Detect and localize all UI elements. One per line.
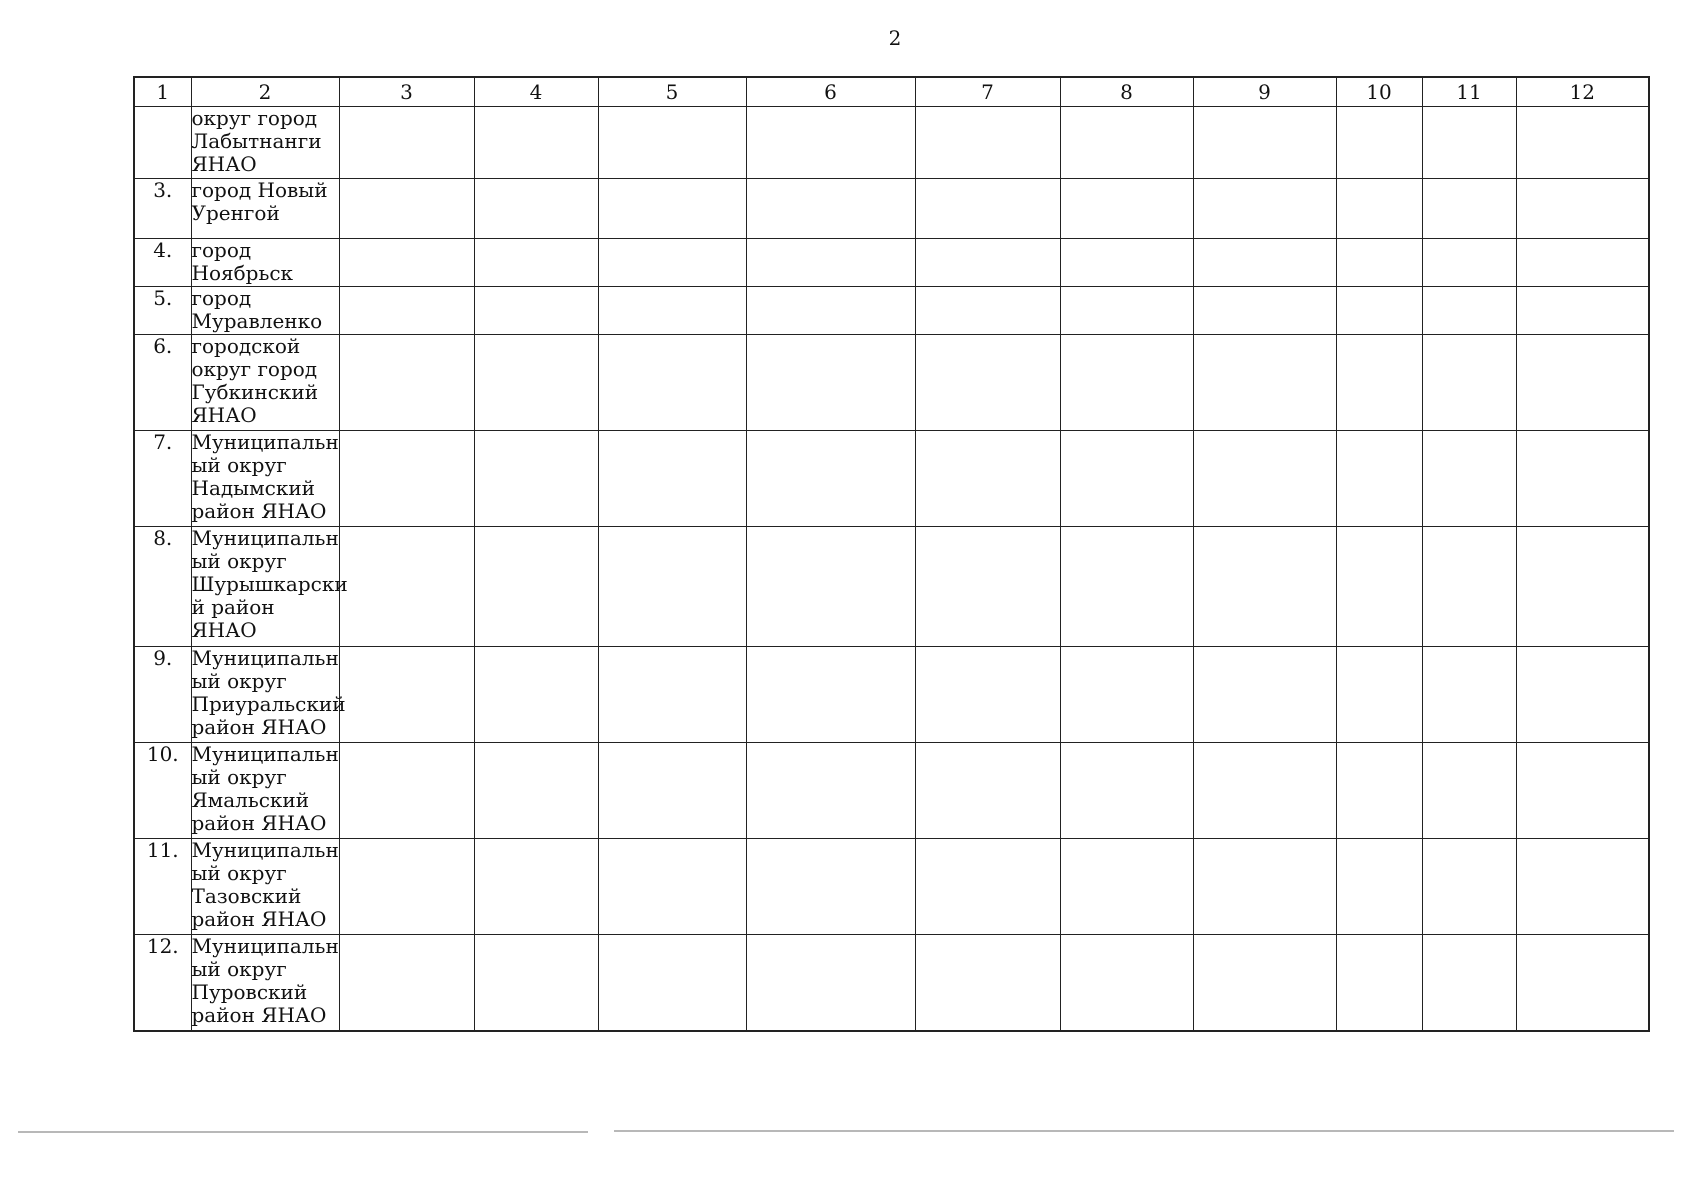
empty-cell bbox=[746, 107, 915, 179]
table-row bbox=[134, 527, 1649, 647]
municipality-name-cell: Муниципальн ый округ Тазовский район ЯНАО bbox=[191, 839, 339, 935]
row-number-cell: 4. bbox=[134, 239, 191, 287]
data-table bbox=[133, 76, 1650, 1032]
empty-cell bbox=[915, 287, 1060, 335]
column-header: 8 bbox=[1060, 77, 1193, 107]
table-body bbox=[134, 107, 1649, 1031]
empty-cell bbox=[474, 107, 598, 179]
empty-cell bbox=[1193, 287, 1336, 335]
empty-cell bbox=[598, 179, 746, 239]
empty-cell bbox=[1516, 647, 1649, 743]
row-number-cell: 10. bbox=[134, 743, 191, 839]
empty-cell bbox=[1193, 527, 1336, 647]
empty-cell bbox=[1336, 527, 1422, 647]
empty-cell bbox=[915, 335, 1060, 431]
empty-cell bbox=[1336, 839, 1422, 935]
empty-cell bbox=[746, 935, 915, 1031]
table-row bbox=[134, 743, 1649, 839]
empty-cell bbox=[1060, 743, 1193, 839]
municipality-name-cell: город Муравленко bbox=[191, 287, 339, 335]
empty-cell bbox=[1516, 179, 1649, 239]
column-header: 4 bbox=[474, 77, 598, 107]
empty-cell bbox=[1516, 239, 1649, 287]
table-row bbox=[134, 287, 1649, 335]
empty-cell bbox=[1516, 107, 1649, 179]
empty-cell bbox=[474, 527, 598, 647]
empty-cell bbox=[746, 239, 915, 287]
empty-cell bbox=[339, 839, 474, 935]
row-number-cell: 9. bbox=[134, 647, 191, 743]
empty-cell bbox=[1422, 287, 1516, 335]
empty-cell bbox=[1422, 107, 1516, 179]
empty-cell bbox=[339, 935, 474, 1031]
empty-cell bbox=[474, 287, 598, 335]
empty-cell bbox=[474, 647, 598, 743]
column-header: 9 bbox=[1193, 77, 1336, 107]
row-number-cell: 3. bbox=[134, 179, 191, 239]
empty-cell bbox=[746, 839, 915, 935]
empty-cell bbox=[1060, 935, 1193, 1031]
empty-cell bbox=[1193, 239, 1336, 287]
empty-cell bbox=[1336, 179, 1422, 239]
empty-cell bbox=[1336, 107, 1422, 179]
empty-cell bbox=[1060, 527, 1193, 647]
table-row bbox=[134, 335, 1649, 431]
row-number-cell: 5. bbox=[134, 287, 191, 335]
empty-cell bbox=[1336, 935, 1422, 1031]
empty-cell bbox=[474, 239, 598, 287]
empty-cell bbox=[1193, 179, 1336, 239]
municipality-name-cell: Муниципальн ый округ Пуровский район ЯНАО bbox=[191, 935, 339, 1031]
empty-cell bbox=[598, 743, 746, 839]
empty-cell bbox=[915, 431, 1060, 527]
empty-cell bbox=[915, 179, 1060, 239]
empty-cell bbox=[1336, 431, 1422, 527]
empty-cell bbox=[915, 743, 1060, 839]
column-header: 3 bbox=[339, 77, 474, 107]
table-row bbox=[134, 839, 1649, 935]
empty-cell bbox=[1422, 179, 1516, 239]
empty-cell bbox=[1422, 335, 1516, 431]
empty-cell bbox=[746, 743, 915, 839]
row-number-cell: 11. bbox=[134, 839, 191, 935]
empty-cell bbox=[746, 431, 915, 527]
row-number-cell: 6. bbox=[134, 335, 191, 431]
empty-cell bbox=[1516, 431, 1649, 527]
empty-cell bbox=[1516, 839, 1649, 935]
empty-cell bbox=[474, 179, 598, 239]
empty-cell bbox=[339, 527, 474, 647]
empty-cell bbox=[1060, 839, 1193, 935]
empty-cell bbox=[339, 647, 474, 743]
table-row bbox=[134, 107, 1649, 179]
municipality-name-cell: Муниципальн ый округ Надымский район ЯНАО bbox=[191, 431, 339, 527]
empty-cell bbox=[1193, 431, 1336, 527]
empty-cell bbox=[1336, 743, 1422, 839]
row-number-cell: 8. bbox=[134, 527, 191, 647]
empty-cell bbox=[598, 335, 746, 431]
empty-cell bbox=[474, 839, 598, 935]
scan-artifact-line bbox=[18, 1131, 588, 1133]
row-number-cell: 7. bbox=[134, 431, 191, 527]
column-header: 10 bbox=[1336, 77, 1422, 107]
empty-cell bbox=[598, 431, 746, 527]
empty-cell bbox=[746, 335, 915, 431]
column-header: 12 bbox=[1516, 77, 1649, 107]
empty-cell bbox=[474, 935, 598, 1031]
municipality-name-cell: городской округ город Губкинский ЯНАО bbox=[191, 335, 339, 431]
empty-cell bbox=[1422, 839, 1516, 935]
table-row bbox=[134, 431, 1649, 527]
empty-cell bbox=[339, 335, 474, 431]
empty-cell bbox=[1193, 335, 1336, 431]
empty-cell bbox=[746, 179, 915, 239]
municipality-name-cell: Муниципальн ый округ Шурышкарски й район ЯНАО bbox=[191, 527, 339, 647]
empty-cell bbox=[598, 527, 746, 647]
empty-cell bbox=[915, 839, 1060, 935]
empty-cell bbox=[746, 647, 915, 743]
empty-cell bbox=[598, 935, 746, 1031]
municipality-name-cell: округ город Лабытнанги ЯНАО bbox=[191, 107, 339, 179]
empty-cell bbox=[1516, 287, 1649, 335]
empty-cell bbox=[1336, 335, 1422, 431]
column-header: 6 bbox=[746, 77, 915, 107]
empty-cell bbox=[1336, 287, 1422, 335]
empty-cell bbox=[1060, 647, 1193, 743]
column-header: 11 bbox=[1422, 77, 1516, 107]
column-header: 1 bbox=[134, 77, 191, 107]
empty-cell bbox=[746, 287, 915, 335]
municipality-name-cell: Муниципальн ый округ Ямальский район ЯНАО bbox=[191, 743, 339, 839]
column-header: 5 bbox=[598, 77, 746, 107]
header-row bbox=[134, 77, 1649, 107]
empty-cell bbox=[1516, 335, 1649, 431]
scan-artifact-line bbox=[614, 1130, 1674, 1132]
empty-cell bbox=[1193, 743, 1336, 839]
empty-cell bbox=[746, 527, 915, 647]
empty-cell bbox=[1060, 239, 1193, 287]
empty-cell bbox=[474, 335, 598, 431]
empty-cell bbox=[1060, 335, 1193, 431]
empty-cell bbox=[1060, 179, 1193, 239]
empty-cell bbox=[598, 287, 746, 335]
row-number-cell bbox=[134, 107, 191, 179]
empty-cell bbox=[1422, 647, 1516, 743]
municipality-name-cell: город Новый Уренгой bbox=[191, 179, 339, 239]
table-row bbox=[134, 935, 1649, 1031]
empty-cell bbox=[1193, 839, 1336, 935]
empty-cell bbox=[1422, 743, 1516, 839]
municipality-name-cell: Муниципальн ый округ Приуральский район ЯНАО bbox=[191, 647, 339, 743]
table-row bbox=[134, 239, 1649, 287]
table-row bbox=[134, 647, 1649, 743]
empty-cell bbox=[1060, 431, 1193, 527]
empty-cell bbox=[1516, 935, 1649, 1031]
empty-cell bbox=[339, 743, 474, 839]
empty-cell bbox=[1422, 935, 1516, 1031]
empty-cell bbox=[915, 107, 1060, 179]
empty-cell bbox=[339, 107, 474, 179]
empty-cell bbox=[339, 431, 474, 527]
row-number-cell: 12. bbox=[134, 935, 191, 1031]
empty-cell bbox=[339, 287, 474, 335]
empty-cell bbox=[1516, 527, 1649, 647]
empty-cell bbox=[598, 239, 746, 287]
empty-cell bbox=[1193, 935, 1336, 1031]
empty-cell bbox=[598, 839, 746, 935]
empty-cell bbox=[1516, 743, 1649, 839]
empty-cell bbox=[1336, 647, 1422, 743]
empty-cell bbox=[915, 935, 1060, 1031]
empty-cell bbox=[915, 527, 1060, 647]
table-row bbox=[134, 179, 1649, 239]
empty-cell bbox=[1336, 239, 1422, 287]
column-header: 7 bbox=[915, 77, 1060, 107]
empty-cell bbox=[1422, 239, 1516, 287]
page-number: 2 bbox=[888, 26, 902, 50]
empty-cell bbox=[598, 107, 746, 179]
municipality-name-cell: город Ноябрьск bbox=[191, 239, 339, 287]
empty-cell bbox=[474, 431, 598, 527]
empty-cell bbox=[598, 647, 746, 743]
empty-cell bbox=[339, 179, 474, 239]
empty-cell bbox=[1193, 647, 1336, 743]
empty-cell bbox=[339, 239, 474, 287]
empty-cell bbox=[915, 647, 1060, 743]
empty-cell bbox=[1422, 431, 1516, 527]
empty-cell bbox=[1193, 107, 1336, 179]
empty-cell bbox=[915, 239, 1060, 287]
empty-cell bbox=[474, 743, 598, 839]
empty-cell bbox=[1060, 287, 1193, 335]
column-header: 2 bbox=[191, 77, 339, 107]
empty-cell bbox=[1060, 107, 1193, 179]
empty-cell bbox=[1422, 527, 1516, 647]
